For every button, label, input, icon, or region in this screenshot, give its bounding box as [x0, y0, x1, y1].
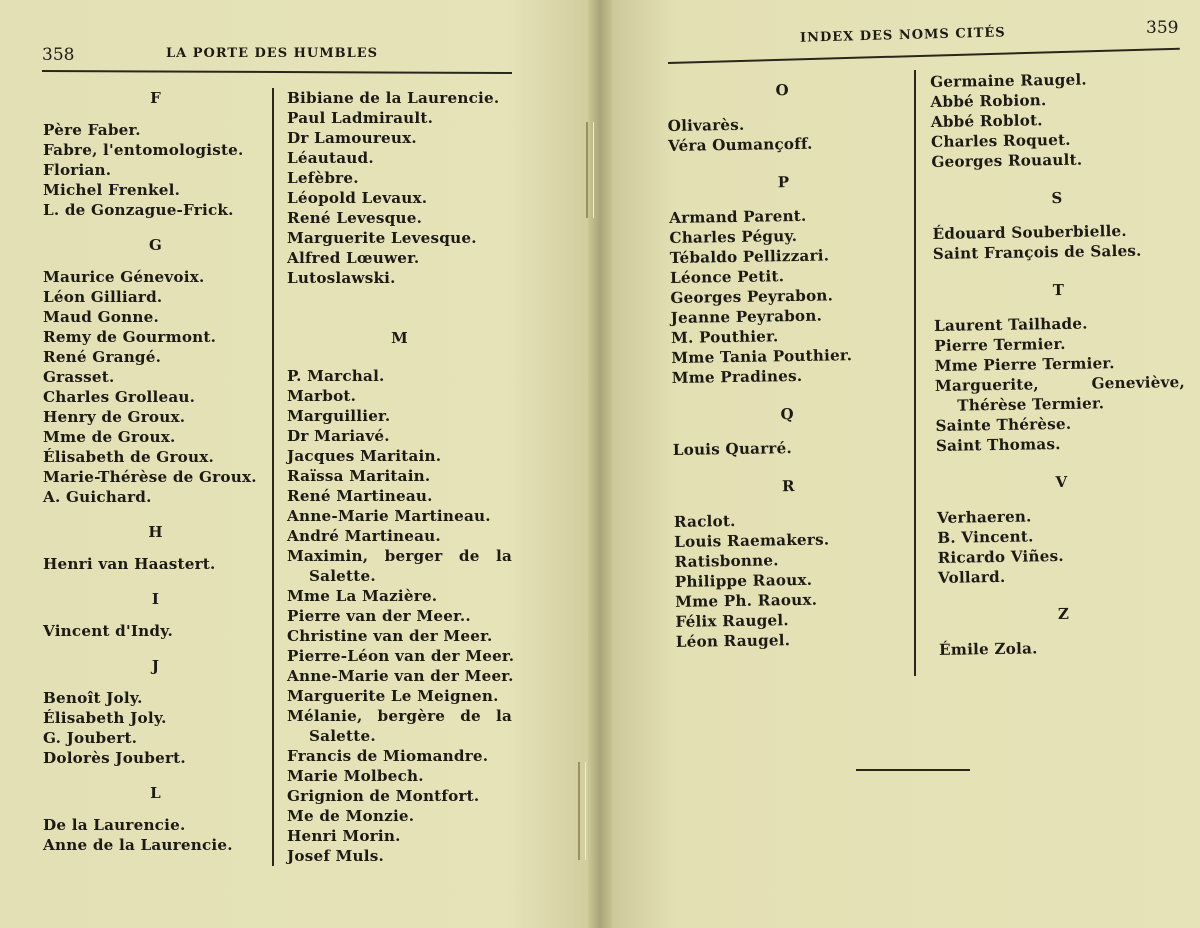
index-entry: Germaine Raugel. — [930, 70, 1087, 91]
left-col-1 — [43, 88, 268, 855]
index-entry: Louis Quarré. — [672, 439, 793, 459]
word: Marguerite, — [934, 375, 1039, 395]
word: Mélanie, — [287, 707, 363, 725]
section-letter-m: M — [391, 329, 408, 347]
index-entry: Mme Ph. Raoux. — [675, 590, 818, 611]
index-entry: Marbot. — [287, 387, 357, 405]
index-entry: Grasset. — [43, 368, 115, 386]
end-rule — [856, 769, 970, 771]
word: de — [458, 547, 480, 565]
right-running-head: INDEX DES NOMS CITÉS — [799, 25, 1006, 46]
index-entry: M. Pouthier. — [670, 327, 779, 347]
index-entry: Georges Peyrabon. — [670, 286, 834, 307]
word: bergère — [377, 707, 446, 725]
index-entry: Tébaldo Pellizzari. — [669, 246, 830, 267]
section-letter-p: P — [777, 173, 790, 192]
index-entry-continuation: Salette. — [309, 727, 376, 745]
index-entry: Abbé Roblot. — [930, 111, 1043, 131]
index-entry: Henri Morin. — [287, 827, 401, 845]
index-entry: Mme Tania Pouthier. — [671, 346, 853, 367]
word: berger — [384, 547, 443, 565]
word: la — [495, 547, 512, 565]
index-entry: Pierre-Léon van der Meer. — [287, 647, 515, 665]
index-entry: Charles Péguy. — [669, 226, 798, 247]
index-entry: Maurice Génevoix. — [43, 268, 205, 286]
index-entry: Marguillier. — [287, 407, 391, 425]
index-entry: Édouard Souberbielle. — [932, 221, 1127, 243]
index-entry: B. Vincent. — [937, 527, 1034, 547]
section-letter-h: H — [148, 523, 163, 541]
column-divider — [914, 70, 916, 676]
index-entry: Dolorès Joubert. — [43, 749, 186, 767]
index-entry-continuation: Thérèse Termier. — [957, 394, 1105, 415]
index-entry: Léon Gilliard. — [43, 288, 163, 306]
index-entry: P. Marchal. — [287, 367, 385, 385]
index-entry: Marguerite Levesque. — [287, 229, 477, 247]
index-entry: Mme La Mazière. — [287, 587, 438, 605]
index-entry: Père Faber. — [43, 121, 141, 139]
word: la — [495, 707, 512, 725]
index-entry: Vincent d'Indy. — [43, 622, 173, 640]
index-entry: Émile Zola. — [938, 639, 1038, 659]
index-entry: Anne-Marie van der Meer. — [287, 667, 514, 685]
index-entry: De la Laurencie. — [43, 816, 186, 834]
right-col-2 — [930, 68, 1189, 660]
index-entry: Lutoslawski. — [287, 269, 396, 287]
index-entry: Saint Thomas. — [935, 434, 1061, 455]
index-entry: Josef Muls. — [287, 847, 385, 865]
index-entry: René Martineau. — [287, 487, 433, 505]
index-entry: Maud Gonne. — [43, 308, 159, 326]
index-entry: L. de Gonzague-Frick. — [43, 201, 234, 219]
index-entry: Grignion de Montfort. — [287, 787, 480, 805]
index-entry: Élisabeth de Groux. — [43, 448, 214, 466]
binding-thread-icon — [578, 762, 586, 860]
section-letter-v: V — [1055, 472, 1068, 492]
index-entry: Dr Mariavé. — [287, 427, 390, 445]
index-entry: Philippe Raoux. — [674, 570, 813, 591]
index-entry: Charles Roquet. — [930, 130, 1071, 151]
index-entry-justified — [287, 706, 512, 726]
index-entry: René Levesque. — [287, 209, 423, 227]
index-entry: G. Joubert. — [43, 729, 138, 747]
index-entry: Armand Parent. — [668, 206, 807, 227]
index-entry: Dr Lamoureux. — [287, 129, 417, 147]
index-entry: Mme de Groux. — [43, 428, 176, 446]
index-entry: Marguerite Le Meignen. — [287, 687, 499, 705]
index-entry: Jacques Maritain. — [287, 447, 442, 465]
index-entry: Léautaud. — [287, 149, 374, 167]
index-entry: Bibiane de la Laurencie. — [287, 89, 500, 107]
word: Maximin, — [287, 547, 369, 565]
index-entry: Anne-Marie Martineau. — [287, 507, 491, 525]
index-entry: Olivarès. — [667, 115, 745, 135]
section-letter-r: R — [781, 477, 795, 496]
index-entry: Léon Raugel. — [675, 631, 791, 651]
binding-thread-icon — [586, 122, 594, 218]
index-entry: Ricardo Viñes. — [937, 546, 1064, 567]
index-entry-justified — [287, 546, 512, 566]
index-entry: Henri van Haastert. — [43, 555, 216, 573]
index-entry: Véra Oumançoff. — [667, 134, 813, 155]
index-entry: Félix Raugel. — [675, 611, 789, 631]
section-letter-z: Z — [1057, 604, 1070, 624]
section-letter-q: Q — [780, 405, 795, 424]
index-entry: Léonce Petit. — [669, 267, 785, 287]
index-entry: Francis de Miomandre. — [287, 747, 489, 765]
section-letter-i: I — [151, 590, 160, 608]
left-running-head: LA PORTE DES HUMBLES — [166, 46, 379, 61]
index-entry: René Grangé. — [43, 348, 162, 366]
index-entry: Alfred Lœuwer. — [287, 249, 420, 267]
column-divider — [272, 88, 274, 866]
section-letter-l: L — [150, 784, 161, 802]
index-entry: Michel Frenkel. — [43, 181, 181, 199]
index-entry: A. Guichard. — [43, 488, 152, 506]
section-letter-j: J — [151, 657, 160, 675]
index-entry: Vollard. — [937, 567, 1006, 587]
index-entry: Lefèbre. — [287, 169, 359, 187]
index-entry: Anne de la Laurencie. — [43, 836, 233, 854]
index-entry: Christine van der Meer. — [287, 627, 493, 645]
index-entry: Verhaeren. — [936, 507, 1032, 527]
word: Geneviève, — [1091, 373, 1186, 393]
index-entry: Marie Molbech. — [287, 767, 424, 785]
index-entry-justified — [935, 372, 1185, 396]
index-entry: Léopold Levaux. — [287, 189, 428, 207]
section-letter-s: S — [1051, 188, 1063, 208]
index-entry: Charles Grolleau. — [43, 388, 196, 406]
section-letter-o: O — [775, 81, 789, 100]
section-letter-t: T — [1052, 280, 1065, 300]
index-entry: Abbé Robion. — [930, 91, 1047, 111]
index-entry: Me de Monzie. — [287, 807, 415, 825]
index-entry: Mme Pierre Termier. — [934, 354, 1115, 375]
index-entry-continuation: Salette. — [309, 567, 376, 585]
index-entry: Raïssa Maritain. — [287, 467, 431, 485]
index-entry: Élisabeth Joly. — [43, 709, 167, 727]
right-page-number: 359 — [1146, 18, 1179, 38]
right-col-1 — [667, 78, 906, 652]
index-entry: Raclot. — [673, 511, 736, 531]
index-entry: Pierre Termier. — [934, 334, 1066, 355]
index-entry: Fabre, l'entomologiste. — [43, 141, 244, 159]
index-entry: André Martineau. — [287, 527, 441, 545]
section-letter-f: F — [150, 89, 161, 107]
index-entry: Florian. — [43, 161, 112, 179]
index-entry: Pierre van der Meer.. — [287, 607, 471, 625]
index-entry: Ratisbonne. — [674, 551, 779, 571]
index-entry: Henry de Groux. — [43, 408, 186, 426]
index-entry: Remy de Gourmont. — [43, 328, 217, 346]
section-letter-g: G — [148, 236, 162, 254]
index-entry: Saint François de Sales. — [932, 241, 1142, 263]
word: de — [460, 707, 481, 725]
index-entry: Jeanne Peyrabon. — [670, 306, 823, 327]
index-entry: Marie-Thérèse de Groux. — [43, 468, 257, 486]
index-entry: Paul Ladmirault. — [287, 109, 434, 127]
index-entry: Mme Pradines. — [671, 366, 803, 387]
index-entry: Georges Rouault. — [931, 150, 1083, 171]
index-entry: Louis Raemakers. — [674, 530, 830, 551]
left-page-number: 358 — [42, 45, 75, 65]
index-entry: Benoît Joly. — [43, 689, 143, 707]
left-col-2 — [287, 88, 515, 866]
index-entry: Sainte Thérèse. — [935, 414, 1072, 435]
index-entry: Laurent Tailhade. — [933, 314, 1088, 335]
